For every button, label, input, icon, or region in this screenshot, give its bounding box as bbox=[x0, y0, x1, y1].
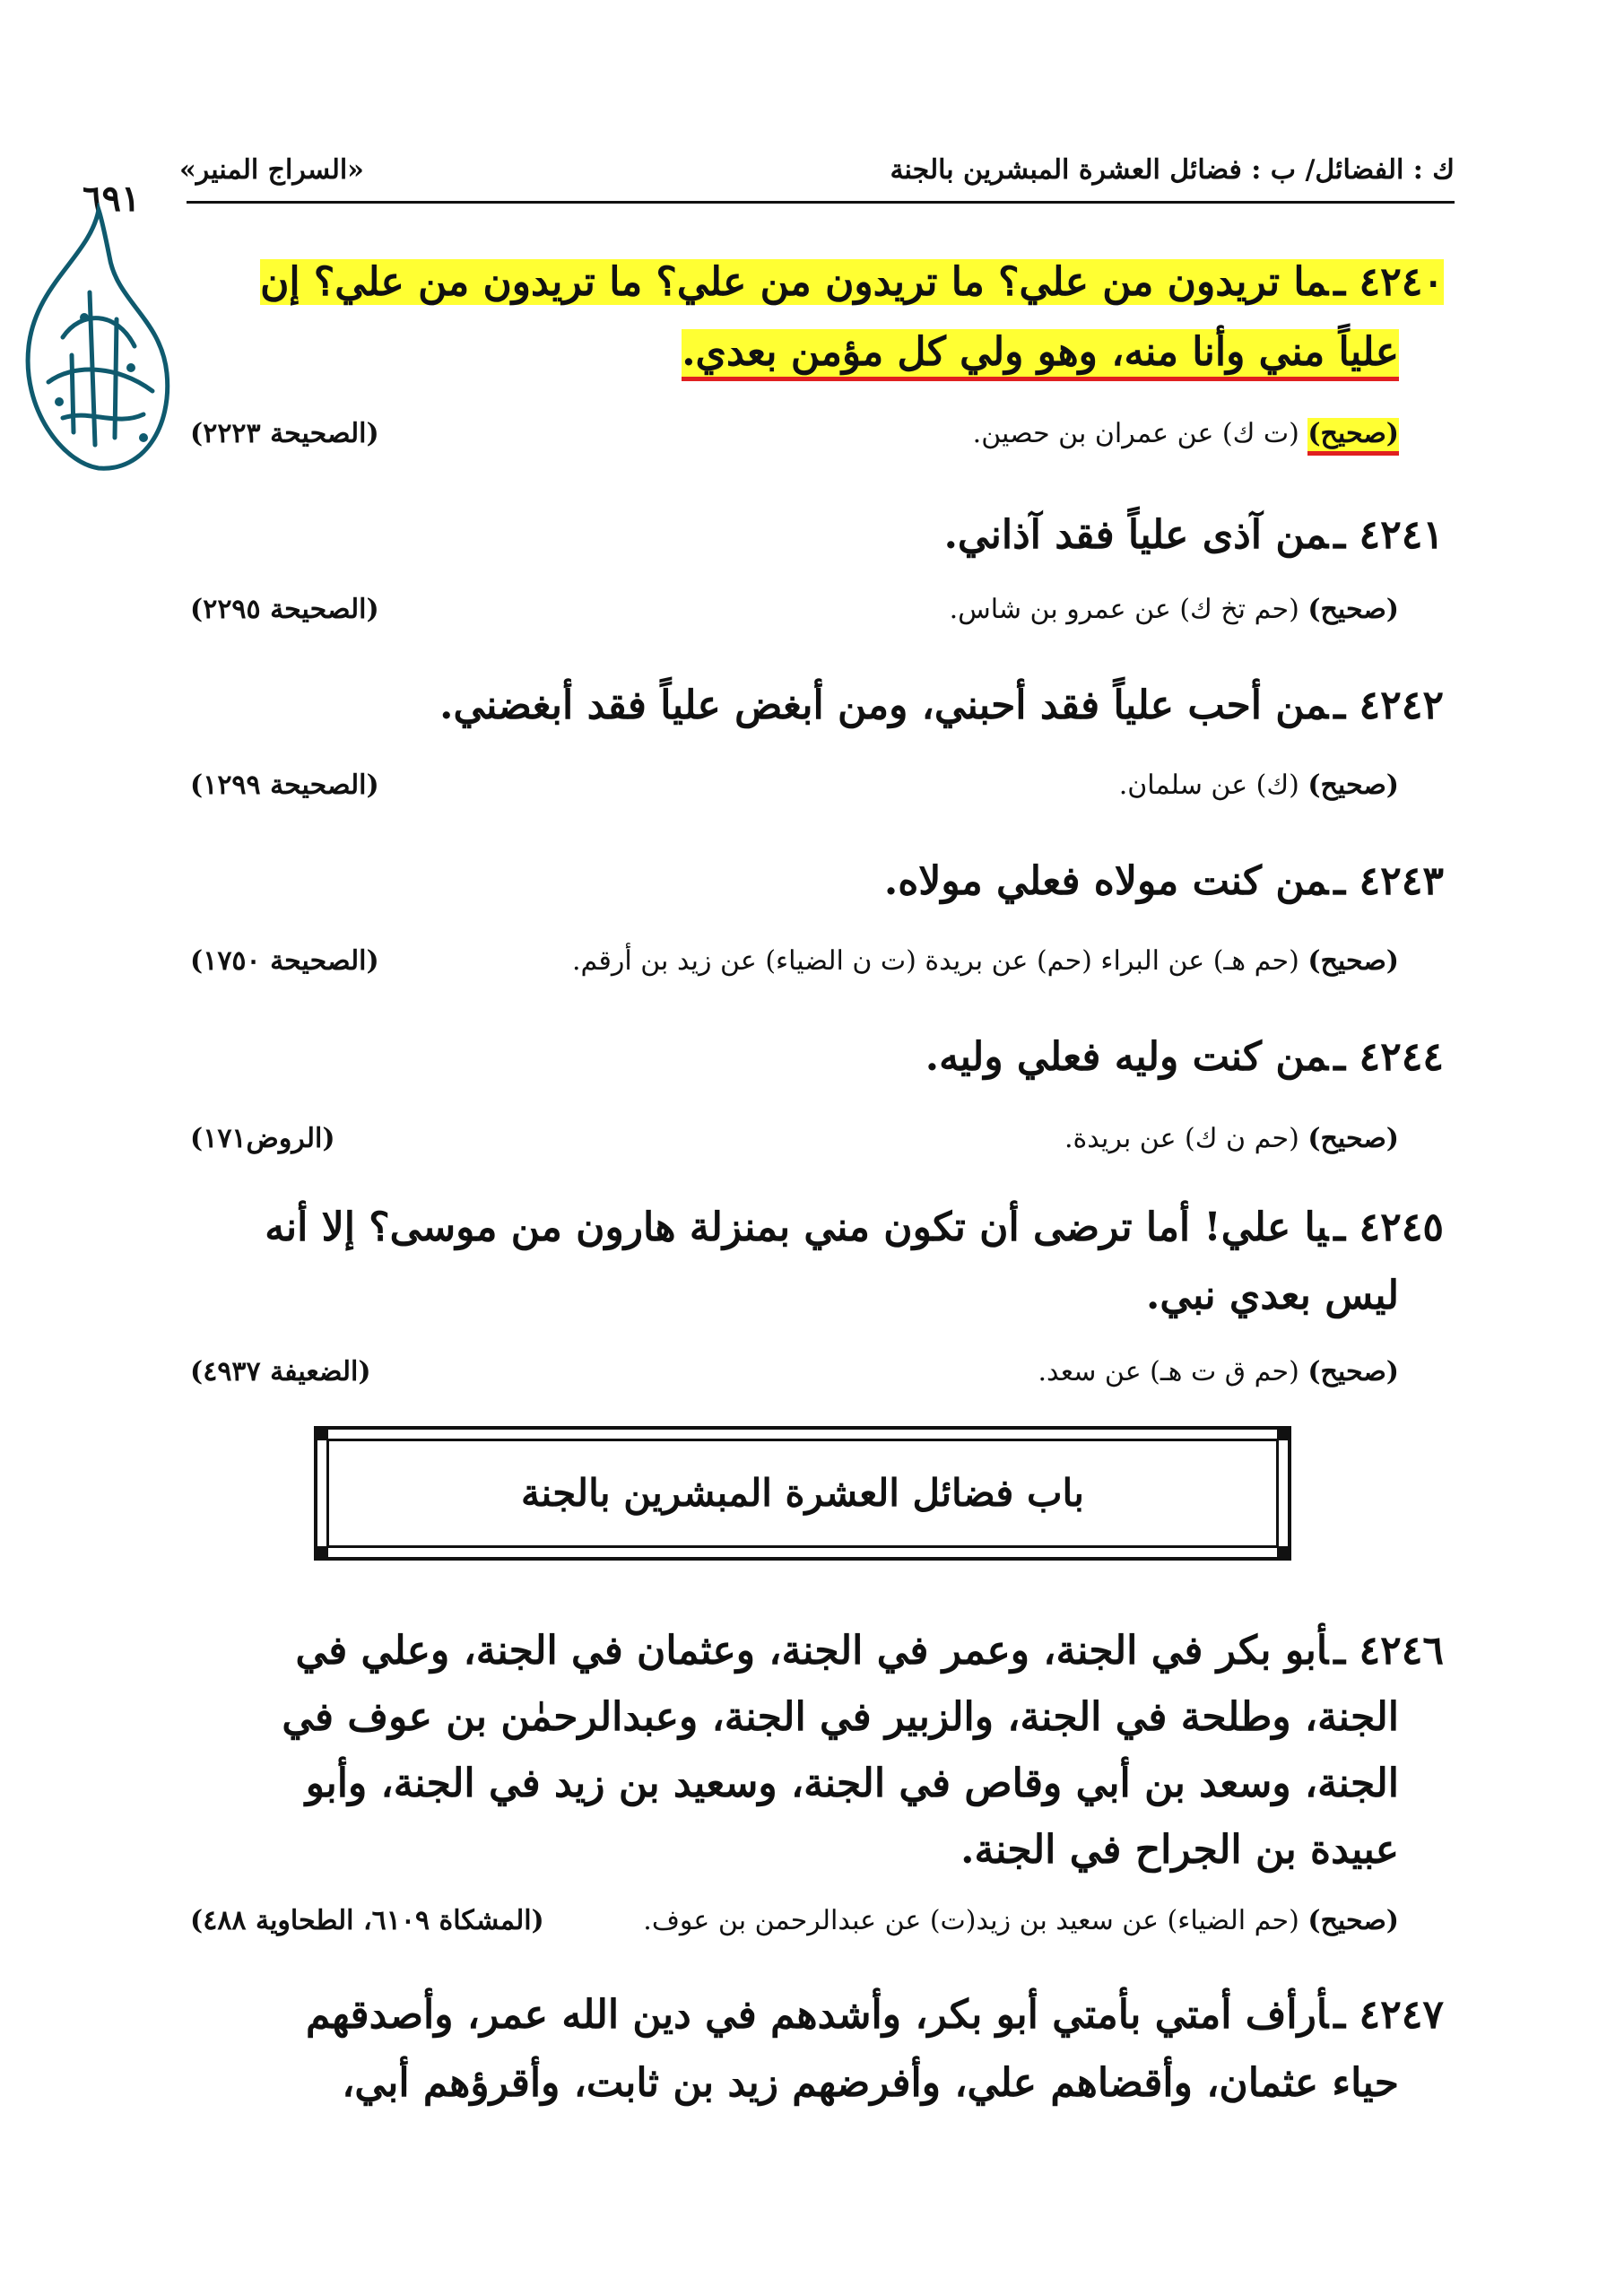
hadith-4244 bbox=[152, 1022, 1444, 1092]
grade-label: (صحيح) bbox=[1307, 1905, 1399, 1936]
hadith-4244-reference: (الروض١٧١) bbox=[190, 1123, 335, 1154]
hadith-4240-line2-wrap bbox=[152, 317, 1399, 387]
banner-corner bbox=[316, 1428, 328, 1440]
hadith-4246-source bbox=[643, 1905, 1399, 1936]
hadith-4240-source bbox=[973, 418, 1399, 449]
banner-corner bbox=[316, 1546, 328, 1559]
hadith-text: أرأف أمتي بأمتي أبو بكر، وأشدهم في دين الله عمر، وأصدقهم bbox=[305, 1992, 1329, 2038]
hadith-4243 bbox=[152, 847, 1444, 917]
grade-label: (صحيح) bbox=[1307, 1123, 1399, 1154]
page-number: ٦٩١ bbox=[83, 178, 141, 220]
hadith-text: ما تريدون من علي؟ ما تريدون من علي؟ ما تريدون من علي؟ إن bbox=[260, 259, 1329, 305]
grade-label: (صحيح) bbox=[1307, 1356, 1399, 1387]
section-header: ك : الفضائل/ ب : فضائل العشرة المبشرين بالجنة bbox=[890, 154, 1455, 186]
hadith-4247-line2: حياء عثمان، وأقضاهم علي، وأفرضهم زيد بن ثابت، وأقرؤهم أبي، bbox=[342, 2060, 1399, 2106]
hadith-4241 bbox=[152, 500, 1444, 570]
source-text: (حم ق ت هـ) عن سعد. bbox=[1038, 1356, 1299, 1387]
hadith-4241-source bbox=[950, 594, 1399, 625]
hadith-number: ٤٢٤٠ ـ bbox=[1333, 259, 1444, 305]
hadith-4245 bbox=[152, 1193, 1444, 1263]
hadith-4245-line2: ليس بعدي نبي. bbox=[1146, 1273, 1399, 1318]
hadith-4242-source bbox=[1119, 770, 1399, 801]
hadith-text: يا علي! أما ترضى أن تكون مني بمنزلة هارون من موسى؟ إلا أنه bbox=[265, 1205, 1329, 1250]
hadith-4240-reference: (الصحيحة ٢٢٢٣) bbox=[190, 418, 379, 449]
hadith-text: أبو بكر في الجنة، وعمر في الجنة، وعثمان في الجنة، وعلي في bbox=[295, 1628, 1329, 1674]
hadith-4241-reference: (الصحيحة ٢٢٩٥) bbox=[190, 594, 379, 625]
hadith-4244-source bbox=[1064, 1123, 1399, 1154]
hadith-text: من كنت وليه فعلي وليه. bbox=[925, 1034, 1329, 1080]
hadith-text: من أحب علياً فقد أحبني، ومن أبغض علياً فقد أبغضني. bbox=[439, 683, 1329, 728]
source-text: (حم الضياء) عن سعيد بن زيد(ت) عن عبدالرحمن بن عوف. bbox=[643, 1905, 1299, 1936]
hadith-4246-line1 bbox=[152, 1616, 1444, 1686]
hadith-number: ٤٢٤٤ ـ bbox=[1333, 1034, 1444, 1080]
source-text: (حم تخ ك) عن عمرو بن شاس. bbox=[949, 594, 1299, 625]
grade-label: (صحيح) bbox=[1307, 594, 1399, 625]
hadith-number: ٤٢٤٥ ـ bbox=[1333, 1205, 1444, 1250]
chapter-banner bbox=[314, 1426, 1291, 1561]
grade-label: (صحيح) bbox=[1307, 770, 1399, 801]
source-text: (ت ك) عن عمران بن حصين. bbox=[972, 418, 1299, 449]
hadith-number: ٤٢٤٢ ـ bbox=[1333, 683, 1444, 728]
hadith-4240 bbox=[152, 248, 1444, 317]
hadith-4246-reference: (المشكاة ٦١٠٩، الطحاوية ٤٨٨) bbox=[190, 1905, 544, 1936]
banner-corner bbox=[1277, 1546, 1290, 1559]
hadith-4245-source bbox=[1038, 1356, 1399, 1387]
book-title: «السراج المنير» bbox=[179, 154, 364, 186]
hadith-4246-line2: الجنة، وطلحة في الجنة، والزبير في الجنة، وعبدالرحمٰن بن عوف في bbox=[282, 1694, 1399, 1740]
hadith-text: من آذى علياً فقد آذاني. bbox=[943, 512, 1329, 558]
header-rule bbox=[187, 201, 1455, 204]
hadith-4246-line3: الجنة، وسعد بن أبي وقاص في الجنة، وسعيد بن زيد في الجنة، وأبو bbox=[305, 1761, 1399, 1806]
source-text: (حم هـ) عن البراء (حم) عن بريدة (ت ن الضياء) عن زيد بن أرقم. bbox=[572, 945, 1299, 977]
hadith-4243-reference: (الصحيحة ١٧٥٠) bbox=[190, 945, 379, 977]
grade-label: (صحيح) bbox=[1307, 945, 1399, 977]
chapter-title: باب فضائل العشرة المبشرين بالجنة bbox=[521, 1471, 1084, 1515]
hadith-text: من كنت مولاه فعلي مولاه. bbox=[883, 858, 1329, 904]
grade-label: (صحيح) bbox=[1307, 418, 1399, 456]
hadith-4242 bbox=[152, 671, 1444, 741]
hadith-4245-reference: (الضعيفة ٤٩٣٧) bbox=[190, 1356, 371, 1387]
source-text: (ك) عن سلمان. bbox=[1118, 770, 1299, 801]
hadith-4247-line1 bbox=[152, 1980, 1444, 2050]
hadith-4243-source bbox=[572, 945, 1399, 977]
hadith-4242-reference: (الصحيحة ١٢٩٩) bbox=[190, 770, 379, 801]
hadith-4246-line4: عبيدة بن الجراح في الجنة. bbox=[960, 1827, 1399, 1873]
hadith-number: ٤٢٤١ ـ bbox=[1333, 512, 1444, 558]
source-text: (حم ن ك) عن بريدة. bbox=[1064, 1123, 1299, 1154]
hadith-4240-line2: علياً مني وأنا منه، وهو ولي كل مؤمن بعدي. bbox=[682, 329, 1399, 381]
hadith-number: ٤٢٤٣ ـ bbox=[1333, 858, 1444, 904]
hadith-4240-line1 bbox=[260, 259, 1444, 305]
hadith-number: ٤٢٤٧ ـ bbox=[1333, 1992, 1444, 2038]
banner-corner bbox=[1277, 1428, 1290, 1440]
hadith-number: ٤٢٤٦ ـ bbox=[1333, 1628, 1444, 1674]
